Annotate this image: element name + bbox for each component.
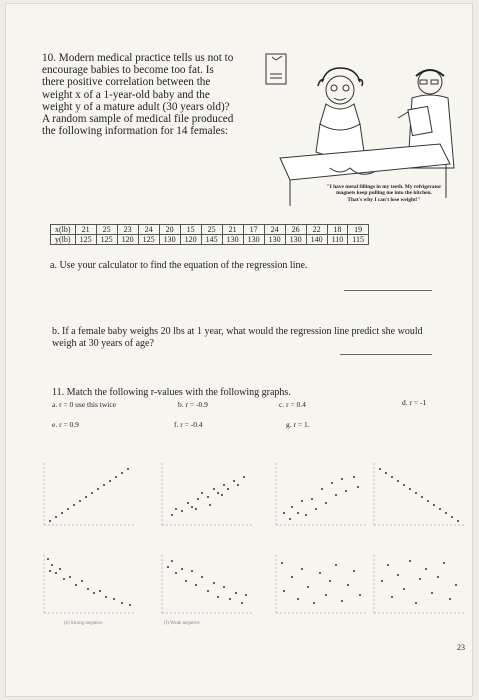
table-cell: 18	[327, 225, 348, 235]
caption-line: "I have metal fillings in my teeth. My refrigerator	[326, 184, 442, 190]
scatter-graphs	[40, 459, 470, 629]
option-c: c. r = 0.4	[279, 400, 306, 409]
page-number: 23	[457, 643, 465, 652]
q10-line: weight x of a 1-year-old baby and the	[42, 88, 210, 101]
graph-3	[272, 459, 372, 529]
answer-line-a[interactable]	[344, 290, 432, 291]
table-row-x	[51, 225, 369, 235]
table-cell: 125	[138, 235, 159, 245]
table-cell: 130	[264, 235, 285, 245]
q10-line: the following information for 14 females:	[42, 125, 229, 138]
table-cell: 22	[306, 225, 327, 235]
graph-4	[370, 459, 470, 529]
part-b-line: weigh at 30 years of age?	[52, 338, 154, 349]
table-cell: 24	[264, 225, 285, 235]
table-cell: 25	[201, 225, 222, 235]
table-cell: 25	[96, 225, 117, 235]
graph-1	[40, 459, 140, 529]
table-cell: 120	[180, 235, 201, 245]
table-cell: 120	[117, 235, 138, 245]
table-row-y	[51, 235, 369, 245]
graph-5	[40, 551, 140, 617]
table-cell: 130	[159, 235, 180, 245]
answer-line-b[interactable]	[340, 354, 432, 355]
table-cell: 17	[243, 225, 264, 235]
question-11-title: 11. Match the following r-values with the following graphs.	[52, 387, 291, 398]
option-a: a. r = 0 use this twice	[52, 400, 117, 409]
table-cell: 23	[117, 225, 138, 235]
caption-line: That's why I can't lose weight!"	[347, 196, 421, 203]
table-cell: 140	[306, 235, 327, 245]
table-cell: 21	[75, 225, 96, 235]
question-10-text	[42, 52, 242, 137]
row-header: y(lb)	[51, 235, 76, 245]
graph-7	[272, 551, 372, 617]
q10-line: A random sample of medical file produced	[42, 113, 234, 126]
table-cell: 145	[201, 235, 222, 245]
option-f: f. r = -0.4	[174, 420, 203, 429]
table-cell: 130	[285, 235, 306, 245]
q10-line: encourage babies to become too fat. Is	[42, 64, 214, 77]
weight-data-table	[50, 224, 369, 245]
table-cell: 115	[348, 235, 369, 245]
option-e: e. r = 0.9	[52, 420, 79, 429]
q10-line: weight y of a mature adult (30 years old)?	[42, 100, 230, 113]
table-cell: 110	[327, 235, 348, 245]
graph-8	[370, 551, 470, 617]
table-cell: 125	[75, 235, 96, 245]
table-cell: 130	[243, 235, 264, 245]
q10-line: 10. Modern medical practice tells us not to	[42, 52, 234, 64]
part-a-prompt: a. Use your calculator to find the equation of the regression line.	[50, 260, 308, 271]
table-cell: 130	[222, 235, 243, 245]
table-cell: 24	[138, 225, 159, 235]
option-g: g. r = 1.	[286, 420, 310, 429]
table-cell: 15	[180, 225, 201, 235]
table-cell: 125	[96, 235, 117, 245]
table-cell: 26	[285, 225, 306, 235]
graph-label: (f) Weak negative	[164, 621, 200, 626]
worksheet-page	[6, 4, 472, 696]
option-b: b. r = -0.9	[178, 400, 208, 409]
caption-line: magnets keep pulling me into the kitchen.	[336, 190, 432, 197]
graph-2	[158, 459, 258, 529]
part-b-prompt	[52, 326, 452, 350]
option-d: d. r = -1	[402, 398, 427, 407]
table-cell: 19	[348, 225, 369, 235]
part-b-line: b. If a female baby weighs 20 lbs at 1 year, what would the regression line predict she would	[52, 326, 423, 337]
cartoon-caption	[288, 184, 479, 203]
q10-line: there positive correlation between the	[42, 76, 211, 89]
table-cell: 20	[159, 225, 180, 235]
graph-6	[158, 551, 258, 617]
table-cell: 21	[222, 225, 243, 235]
graph-label: (e) Strong negative	[64, 621, 103, 626]
row-header: x(lb)	[51, 225, 76, 235]
